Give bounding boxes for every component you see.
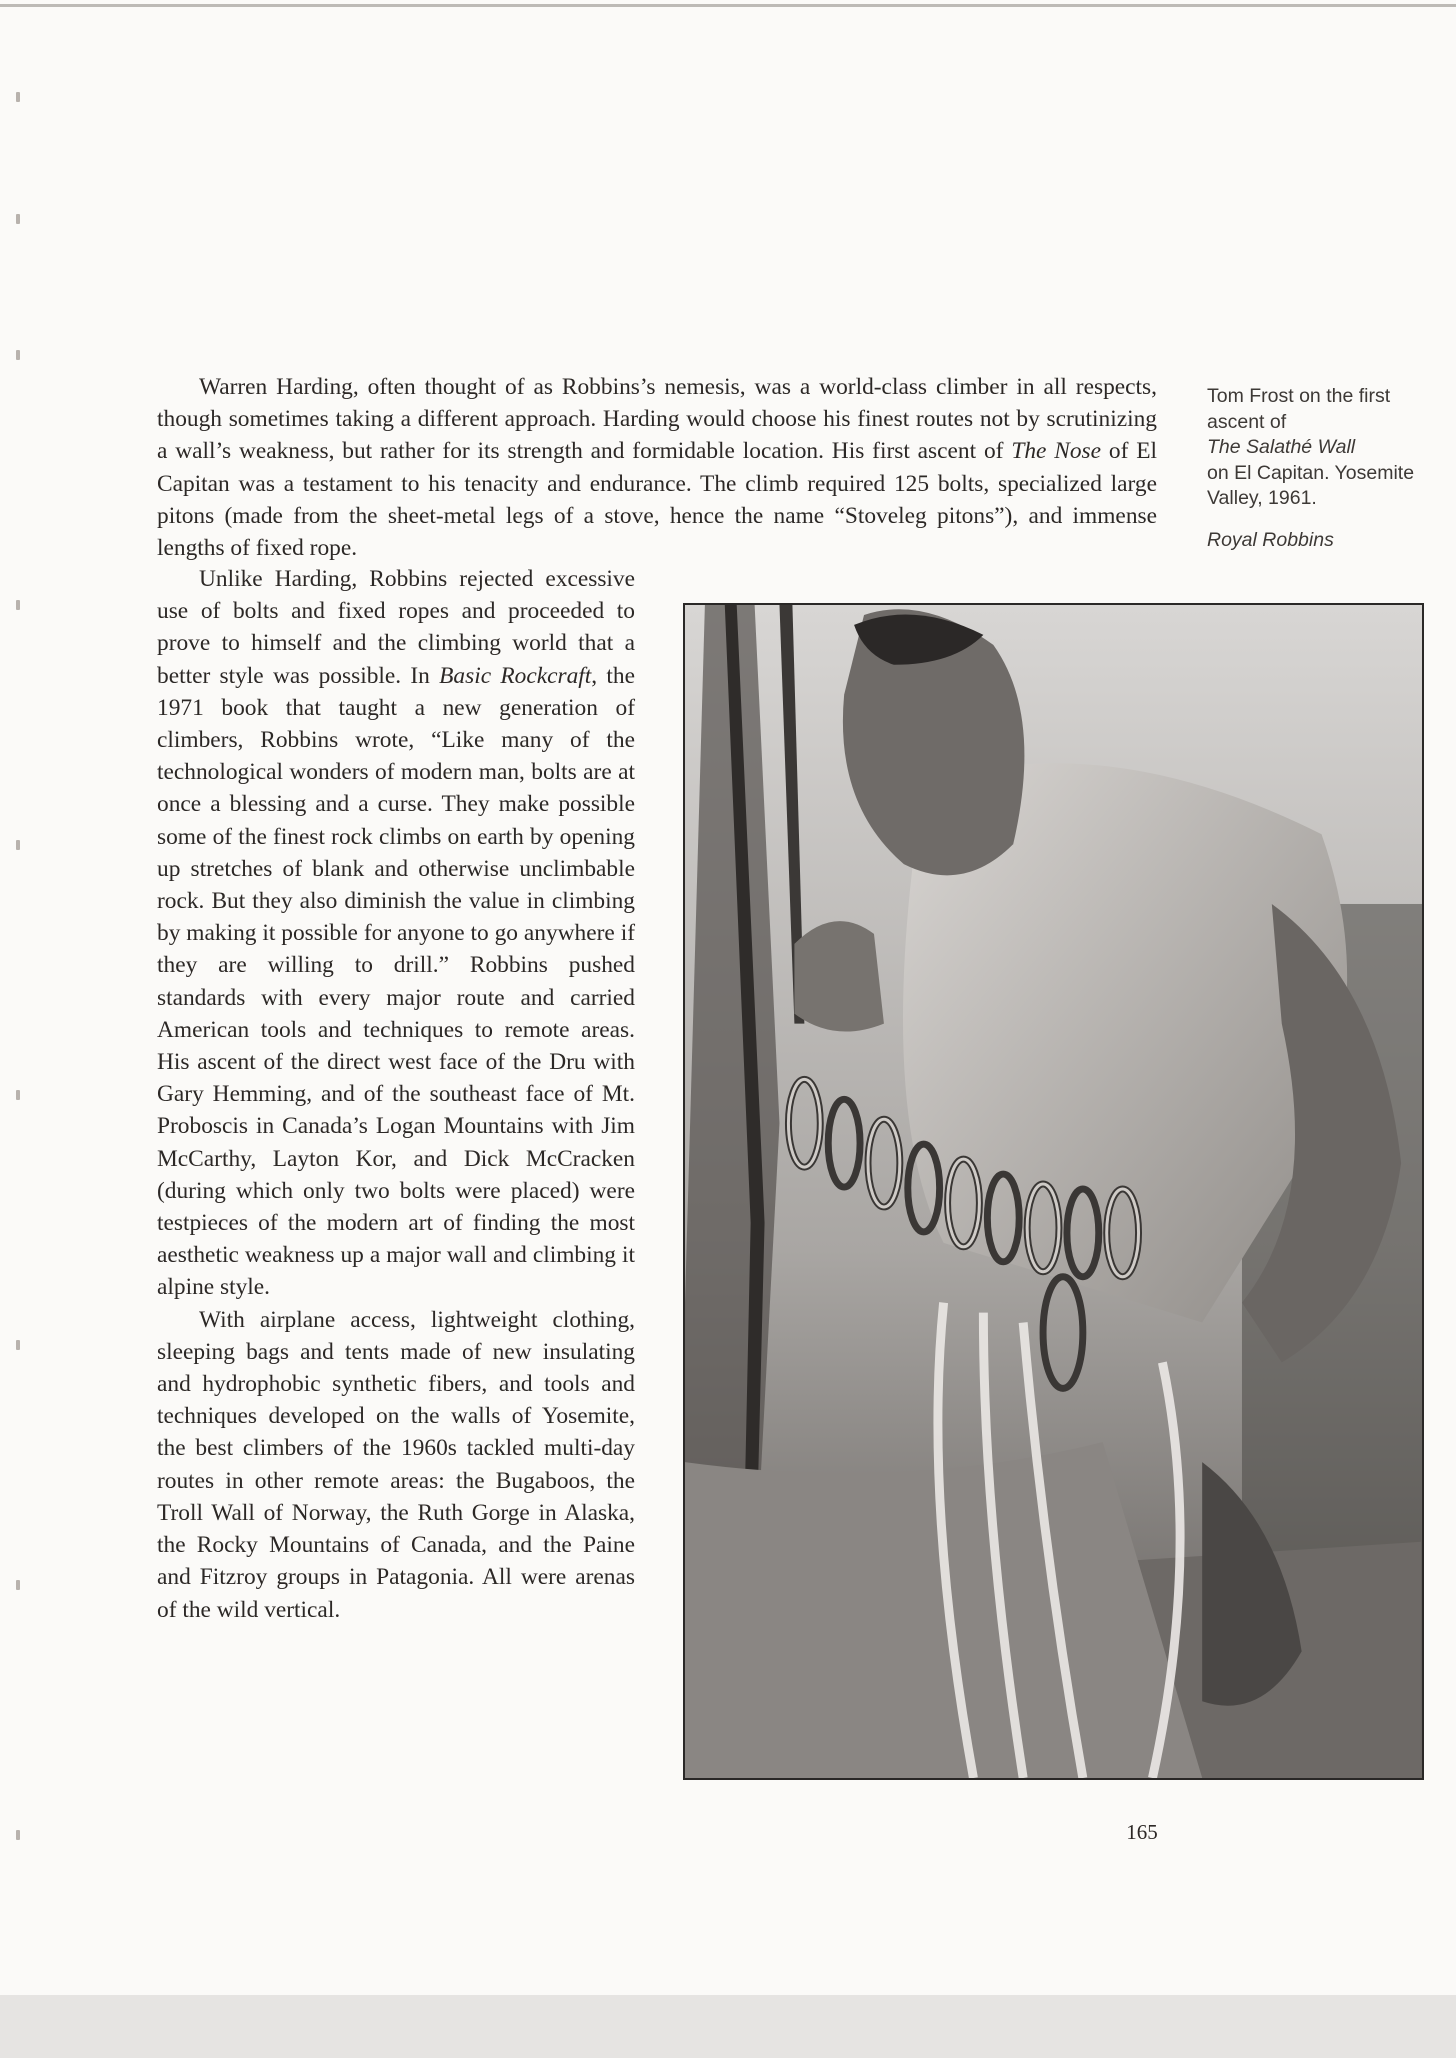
caption-location: on El Capitan. Yosemite Valley, 1961.	[1207, 461, 1415, 509]
robbins-text: Unlike Harding, Robbins rejected excessive use of bolts and fixed ropes and proceeded to prove to himself and the climbing world that a better style was possible. In	[157, 566, 635, 689]
robbins-text-continued: , the 1971 book that taught a new generation of climbers, Robbins wrote, “Like many of the technological wonders of modern man, bolts are at once a blessing and a curse. They make possible some of the finest rock climbs on earth by opening up stretches of blank and otherwise unclimbable rock. But they also diminish the value in climbing by making it possible for anyone to go anywhere if they are willing to drill.” Robbins pushed standards with every major route and carried American tools and techniques to remote areas. His ascent of the direct west face of the Dru with Gary Hemming, and of the southeast face of Mt. Proboscis in Canada’s Logan Mountains with Jim McCarthy, Layton Kor, and Dick McCracken (during which only two bolts were placed) were testpieces of the modern art of finding the most aesthetic weakness up a major wall and climbing it alpine style.	[157, 662, 635, 1301]
page-number: 165	[1126, 1820, 1158, 1844]
caption-italic-title: The Salathé Wall	[1207, 436, 1356, 458]
scan-top-edge	[0, 4, 1456, 7]
intro-paragraph-block	[157, 371, 1157, 564]
text-column	[157, 563, 635, 1626]
intro-text-continued: of El Capitan was a testament to his tenacity and endurance. The climb required 125 bolts, specialized large pitons (made from the sheet-metal legs of a stove, hence the name “Stoveleg pitons”), and immense lengths of fixed rope.	[157, 438, 1157, 562]
climber-photo-illustration	[685, 605, 1422, 1778]
binding-hole-mark	[16, 214, 20, 224]
climber-photo	[683, 603, 1424, 1780]
intro-text: Warren Harding, often thought of as Robbins’s nemesis, was a world-class climber in all respects, though sometimes taking a different approach. Harding would choose his finest routes not by scrutinizing a wall’s weakness, but rather for its strength and formidable location. His first ascent of	[157, 374, 1157, 465]
binding-hole-mark	[16, 600, 20, 610]
binding-hole-mark	[16, 1580, 20, 1590]
intro-paragraph	[157, 371, 1157, 564]
binding-hole-mark	[16, 92, 20, 102]
caption-line: Tom Frost on the first ascent of	[1207, 385, 1391, 433]
closing-paragraph: With airplane access, lightweight clothing, sleeping bags and tents made of new insulating and hydrophobic synthetic fibers, and tools and techniques developed on the walls of Yosemite, the best climbers of the 1960s tackled multi-day routes in other remote areas: the Bugaboos, the Troll Wall of Norway, the Ruth Gorge in Alaska, the Rocky Mountains of Canada, and the Paine and Fitzroy groups in Patagonia. All were arenas of the wild vertical.	[157, 1306, 635, 1623]
binding-hole-mark	[16, 1830, 20, 1840]
photo-caption	[1207, 384, 1447, 553]
scan-margin	[0, 1995, 1456, 2058]
route-title-the-nose: The Nose	[1011, 438, 1102, 465]
photo-credit: Royal Robbins	[1207, 528, 1334, 551]
binding-hole-mark	[16, 840, 20, 850]
book-title-basic-rockcraft: Basic Rockcraft	[439, 662, 592, 689]
caption-route-title	[1207, 435, 1447, 461]
binding-hole-mark	[16, 1340, 20, 1350]
binding-hole-mark	[16, 1090, 20, 1100]
binding-hole-mark	[16, 350, 20, 360]
robbins-paragraph	[157, 563, 635, 1304]
